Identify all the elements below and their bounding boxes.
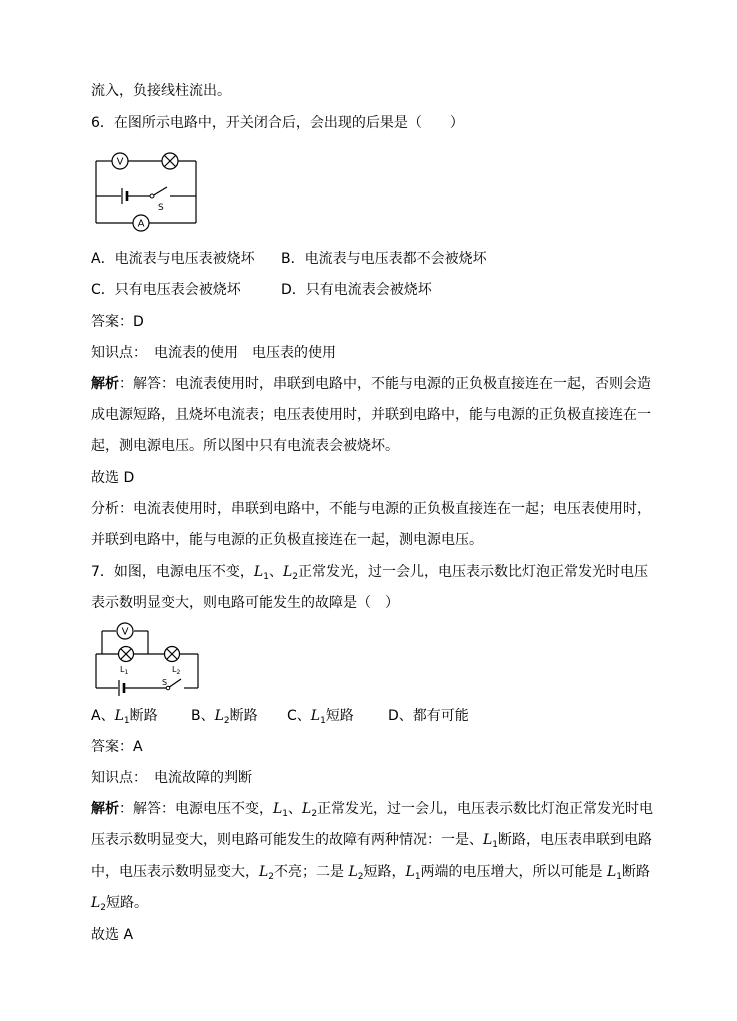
q6-voltmeter-symbol: V — [116, 156, 124, 168]
q6-knowledge: 知识点： 电流表的使用 电压表的使用 — [91, 345, 336, 361]
q6-fenxi-line-1: 分析：电流表使用时，串联到电路中，不能与电源的正负极直接连在一起；电压表使用时， — [91, 501, 651, 517]
q7-option-b: B、$L_2$断路 — [191, 708, 258, 726]
q7-option-a: A、$L_1$断路 — [91, 708, 158, 726]
q7-lamp-1-label: $L_1$ — [120, 665, 129, 676]
q7-option-d: D、都有可能 — [388, 708, 469, 724]
q5-tail-text: 流入，负接线柱流出。 — [91, 83, 231, 99]
q7-stem-line-2: 表示数明显变大，则电路可能发生的故障是（ ） — [91, 595, 399, 611]
q6-answer: 答案：D — [91, 314, 144, 330]
q7-circuit-figure — [92, 619, 202, 691]
q7-analysis-line-1: 解析：解答：电源电压不变，$L_1$、$L_2$正常发光，过一会儿，电压表示数比灯泡正常发光时电 — [91, 801, 654, 819]
q6-analysis-line-2: 成电源短路，且烧坏电流表；电压表使用时，并联到电路中，能与电源的正负极直接连在一 — [91, 407, 651, 423]
q6-lamp-icon — [162, 153, 178, 169]
q7-voltmeter-symbol: V — [121, 626, 129, 638]
q7-stem-line-1: 7．如图，电源电压不变，$L_1$、$L_2$正常发光，过一会儿，电压表示数比灯泡正常发光时电压 — [91, 564, 648, 582]
q7-analysis-line-2: 压表示数明显变大，则电路可能发生的故障有两种情况：一是、$L_1$断路，电压表串联到电路 — [91, 832, 653, 850]
q7-lamp-2-label: $L_2$ — [172, 665, 181, 676]
q6-fenxi-line-2: 并联到电路中，能与电源的正负极直接连在一起，测电源电压。 — [91, 532, 483, 548]
q7-analysis-label: 解析 — [91, 801, 119, 817]
q6-option-b: B．电流表与电压表都不会被烧坏 — [281, 251, 487, 267]
q7-option-c: C、$L_1$短路 — [287, 708, 354, 726]
q7-conclusion: 故选 A — [91, 927, 134, 943]
q7-answer: 答案：A — [91, 739, 143, 755]
q7-knowledge: 知识点： 电流故障的判断 — [91, 770, 252, 786]
q6-analysis-label: 解析 — [91, 376, 119, 392]
q6-conclusion: 故选 D — [91, 470, 135, 486]
q7-lamp-1-icon — [119, 647, 134, 662]
q6-analysis-line-3: 起，测电源电压。所以图中只有电流表会被烧坏。 — [91, 438, 399, 454]
q6-option-c: C．只有电压表会被烧坏 — [91, 282, 241, 298]
q6-switch-label: S — [158, 203, 164, 213]
q6-option-d: D．只有电流表会被烧坏 — [281, 282, 432, 298]
q6-option-a: A．电流表与电压表被烧坏 — [91, 251, 255, 267]
q6-ammeter-symbol: A — [137, 218, 145, 230]
q6-stem: 6．在图所示电路中，开关闭合后，会出现的后果是（ ） — [91, 115, 464, 131]
q7-analysis-line-4: $L_2$短路。 — [91, 895, 149, 913]
q6-circuit-figure — [92, 150, 200, 232]
q7-lamp-2-icon — [165, 647, 180, 662]
q6-analysis-line-1: 解析：解答：电流表使用时，串联到电路中，不能与电源的正负极直接连在一起，否则会造 — [91, 376, 651, 392]
q7-analysis-line-3: 中，电压表示数明显变大，$L_2$不亮；二是 $L_2$短路，$L_1$两端的电压增大，所以可能是 $L_1$断路 — [91, 864, 651, 882]
q7-switch-label: S — [162, 678, 168, 687]
